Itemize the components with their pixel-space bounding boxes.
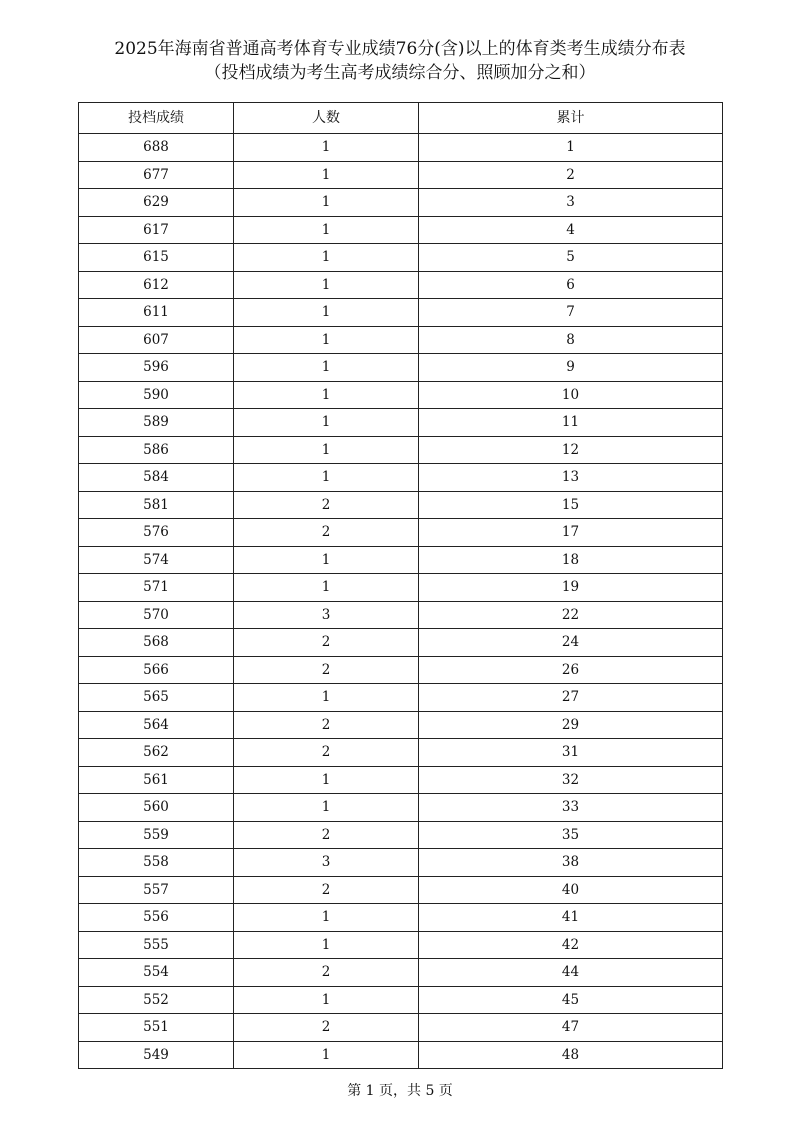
- cell-cumulative: 45: [419, 986, 723, 1014]
- cell-count: 1: [234, 409, 419, 437]
- cell-score: 561: [79, 766, 234, 794]
- cell-score: 581: [79, 491, 234, 519]
- cell-count: 1: [234, 326, 419, 354]
- cell-score: 576: [79, 519, 234, 547]
- table-row: [79, 1014, 723, 1042]
- table-row: [79, 409, 723, 437]
- cell-count: 2: [234, 821, 419, 849]
- cell-cumulative: 15: [419, 491, 723, 519]
- cell-count: 1: [234, 1041, 419, 1069]
- table-row: [79, 656, 723, 684]
- table-row: [79, 134, 723, 162]
- cell-count: 3: [234, 849, 419, 877]
- table-row: [79, 849, 723, 877]
- cell-cumulative: 3: [419, 189, 723, 217]
- cell-count: 1: [234, 931, 419, 959]
- cell-count: 1: [234, 794, 419, 822]
- cell-score: 568: [79, 629, 234, 657]
- cell-cumulative: 33: [419, 794, 723, 822]
- table-row: [79, 1041, 723, 1069]
- cell-score: 562: [79, 739, 234, 767]
- cell-score: 570: [79, 601, 234, 629]
- cell-cumulative: 8: [419, 326, 723, 354]
- cell-cumulative: 26: [419, 656, 723, 684]
- cell-count: 1: [234, 684, 419, 712]
- cell-cumulative: 9: [419, 354, 723, 382]
- table-row: [79, 959, 723, 987]
- cell-cumulative: 24: [419, 629, 723, 657]
- document-title: 2025年海南省普通高考体育专业成绩76分(含)以上的体育类考生成绩分布表: [114, 39, 686, 59]
- cell-cumulative: 42: [419, 931, 723, 959]
- page-number: 第 1 页，共 5 页: [347, 1083, 453, 1099]
- table-row: [79, 464, 723, 492]
- cell-cumulative: 29: [419, 711, 723, 739]
- cell-cumulative: 31: [419, 739, 723, 767]
- table-body: [79, 134, 723, 1069]
- cell-cumulative: 18: [419, 546, 723, 574]
- cell-count: 3: [234, 601, 419, 629]
- table-row: [79, 629, 723, 657]
- cell-count: 1: [234, 436, 419, 464]
- cell-count: 1: [234, 216, 419, 244]
- cell-count: 1: [234, 354, 419, 382]
- cell-score: 611: [79, 299, 234, 327]
- table-row: [79, 986, 723, 1014]
- cell-cumulative: 22: [419, 601, 723, 629]
- cell-score: 554: [79, 959, 234, 987]
- cell-cumulative: 40: [419, 876, 723, 904]
- table-row: [79, 381, 723, 409]
- cell-cumulative: 5: [419, 244, 723, 272]
- cell-score: 607: [79, 326, 234, 354]
- header-count: 人数: [234, 103, 419, 134]
- table-row: [79, 161, 723, 189]
- cell-count: 1: [234, 766, 419, 794]
- cell-count: 2: [234, 1014, 419, 1042]
- cell-score: 558: [79, 849, 234, 877]
- cell-cumulative: 10: [419, 381, 723, 409]
- cell-cumulative: 35: [419, 821, 723, 849]
- cell-count: 1: [234, 244, 419, 272]
- cell-cumulative: 48: [419, 1041, 723, 1069]
- cell-score: 596: [79, 354, 234, 382]
- cell-count: 2: [234, 519, 419, 547]
- table-row: [79, 546, 723, 574]
- cell-count: 2: [234, 959, 419, 987]
- table-row: [79, 739, 723, 767]
- cell-score: 584: [79, 464, 234, 492]
- table-row: [79, 354, 723, 382]
- table-row: [79, 711, 723, 739]
- cell-cumulative: 41: [419, 904, 723, 932]
- cell-score: 590: [79, 381, 234, 409]
- cell-count: 2: [234, 491, 419, 519]
- cell-cumulative: 1: [419, 134, 723, 162]
- table-row: [79, 931, 723, 959]
- cell-count: 1: [234, 271, 419, 299]
- cell-score: 586: [79, 436, 234, 464]
- cell-cumulative: 47: [419, 1014, 723, 1042]
- cell-count: 2: [234, 629, 419, 657]
- cell-score: 574: [79, 546, 234, 574]
- cell-score: 617: [79, 216, 234, 244]
- cell-score: 557: [79, 876, 234, 904]
- cell-score: 615: [79, 244, 234, 272]
- cell-cumulative: 6: [419, 271, 723, 299]
- cell-score: 556: [79, 904, 234, 932]
- cell-count: 2: [234, 711, 419, 739]
- table-row: [79, 326, 723, 354]
- cell-cumulative: 13: [419, 464, 723, 492]
- table-row: [79, 271, 723, 299]
- cell-count: 1: [234, 464, 419, 492]
- cell-score: 549: [79, 1041, 234, 1069]
- table-row: [79, 189, 723, 217]
- cell-score: 589: [79, 409, 234, 437]
- cell-cumulative: 17: [419, 519, 723, 547]
- table-row: [79, 876, 723, 904]
- cell-count: 1: [234, 189, 419, 217]
- cell-count: 1: [234, 299, 419, 327]
- cell-cumulative: 12: [419, 436, 723, 464]
- cell-count: 2: [234, 739, 419, 767]
- score-distribution-table: [78, 102, 723, 1069]
- header-cumulative: 累计: [419, 103, 723, 134]
- cell-cumulative: 11: [419, 409, 723, 437]
- cell-cumulative: 38: [419, 849, 723, 877]
- table-header-row: [79, 103, 723, 134]
- cell-count: 1: [234, 574, 419, 602]
- cell-score: 677: [79, 161, 234, 189]
- cell-count: 1: [234, 161, 419, 189]
- table-row: [79, 794, 723, 822]
- cell-count: 1: [234, 904, 419, 932]
- cell-count: 1: [234, 381, 419, 409]
- cell-cumulative: 27: [419, 684, 723, 712]
- cell-count: 2: [234, 656, 419, 684]
- table-row: [79, 766, 723, 794]
- cell-count: 1: [234, 986, 419, 1014]
- cell-cumulative: 19: [419, 574, 723, 602]
- cell-score: 571: [79, 574, 234, 602]
- table-row: [79, 244, 723, 272]
- cell-score: 564: [79, 711, 234, 739]
- table-row: [79, 491, 723, 519]
- cell-cumulative: 4: [419, 216, 723, 244]
- table-row: [79, 684, 723, 712]
- cell-cumulative: 44: [419, 959, 723, 987]
- table-row: [79, 436, 723, 464]
- cell-score: 612: [79, 271, 234, 299]
- table-row: [79, 904, 723, 932]
- cell-cumulative: 7: [419, 299, 723, 327]
- cell-count: 1: [234, 546, 419, 574]
- cell-count: 1: [234, 134, 419, 162]
- table-row: [79, 574, 723, 602]
- header-score: 投档成绩: [79, 103, 234, 134]
- cell-score: 566: [79, 656, 234, 684]
- table-row: [79, 519, 723, 547]
- cell-score: 629: [79, 189, 234, 217]
- cell-cumulative: 32: [419, 766, 723, 794]
- cell-count: 2: [234, 876, 419, 904]
- cell-score: 559: [79, 821, 234, 849]
- table-row: [79, 216, 723, 244]
- cell-score: 552: [79, 986, 234, 1014]
- table-row: [79, 821, 723, 849]
- table-row: [79, 299, 723, 327]
- cell-score: 555: [79, 931, 234, 959]
- cell-cumulative: 2: [419, 161, 723, 189]
- cell-score: 688: [79, 134, 234, 162]
- table-row: [79, 601, 723, 629]
- document-subtitle: （投档成绩为考生高考成绩综合分、照顾加分之和）: [204, 63, 596, 83]
- cell-score: 565: [79, 684, 234, 712]
- cell-score: 551: [79, 1014, 234, 1042]
- cell-score: 560: [79, 794, 234, 822]
